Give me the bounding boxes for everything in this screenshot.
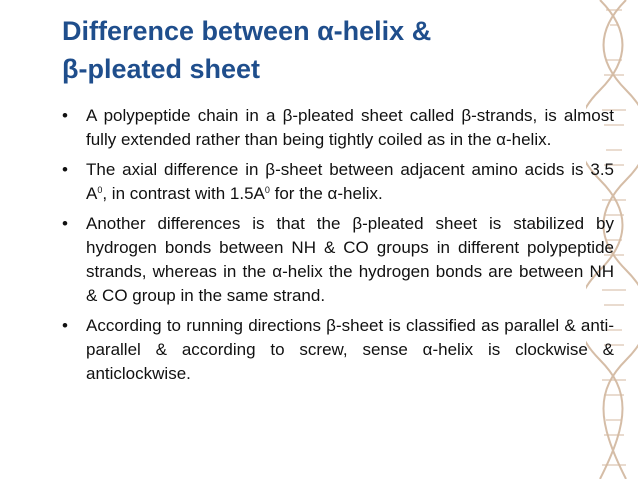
bullet-item-3 bbox=[62, 212, 614, 308]
bullet-item-2 bbox=[62, 158, 614, 206]
bullet-dot: • bbox=[62, 214, 68, 233]
bullet-text-before: The axial difference in β-sheet between adjacent amino acids is 3.5 A bbox=[86, 160, 614, 203]
bullet-list bbox=[62, 104, 614, 392]
title-line-1: Difference between α-helix & bbox=[62, 16, 432, 46]
bullet-dot: • bbox=[62, 106, 68, 125]
bullet-dot: • bbox=[62, 316, 68, 335]
bullet-item-1 bbox=[62, 104, 614, 152]
bullet-text: A polypeptide chain in a β-pleated sheet called β-strands, is almost fully extended rather than being tightly coiled as in the α-helix. bbox=[86, 106, 614, 149]
bullet-text: Another differences is that the β-pleated sheet is stabilized by hydrogen bonds between NH & CO groups in different polypeptide strands, whereas in the α-helix the hydrogen bonds are between NH & CO group in the same strand. bbox=[86, 214, 614, 305]
slide-title bbox=[62, 12, 582, 88]
superscript-1: 0 bbox=[97, 185, 103, 195]
bullet-text-middle: , in contrast with 1.5A bbox=[102, 184, 265, 203]
bullet-text-after: for the α-helix. bbox=[269, 184, 383, 203]
bullet-text: According to running directions β-sheet is classified as parallel & anti-parallel & according to screw, sense α-helix is clockwise & anticlockwise. bbox=[86, 316, 614, 383]
title-line-2: β-pleated sheet bbox=[62, 54, 261, 84]
bullet-dot: • bbox=[62, 160, 68, 179]
bullet-item-4 bbox=[62, 314, 614, 386]
superscript-2: 0 bbox=[264, 185, 270, 195]
